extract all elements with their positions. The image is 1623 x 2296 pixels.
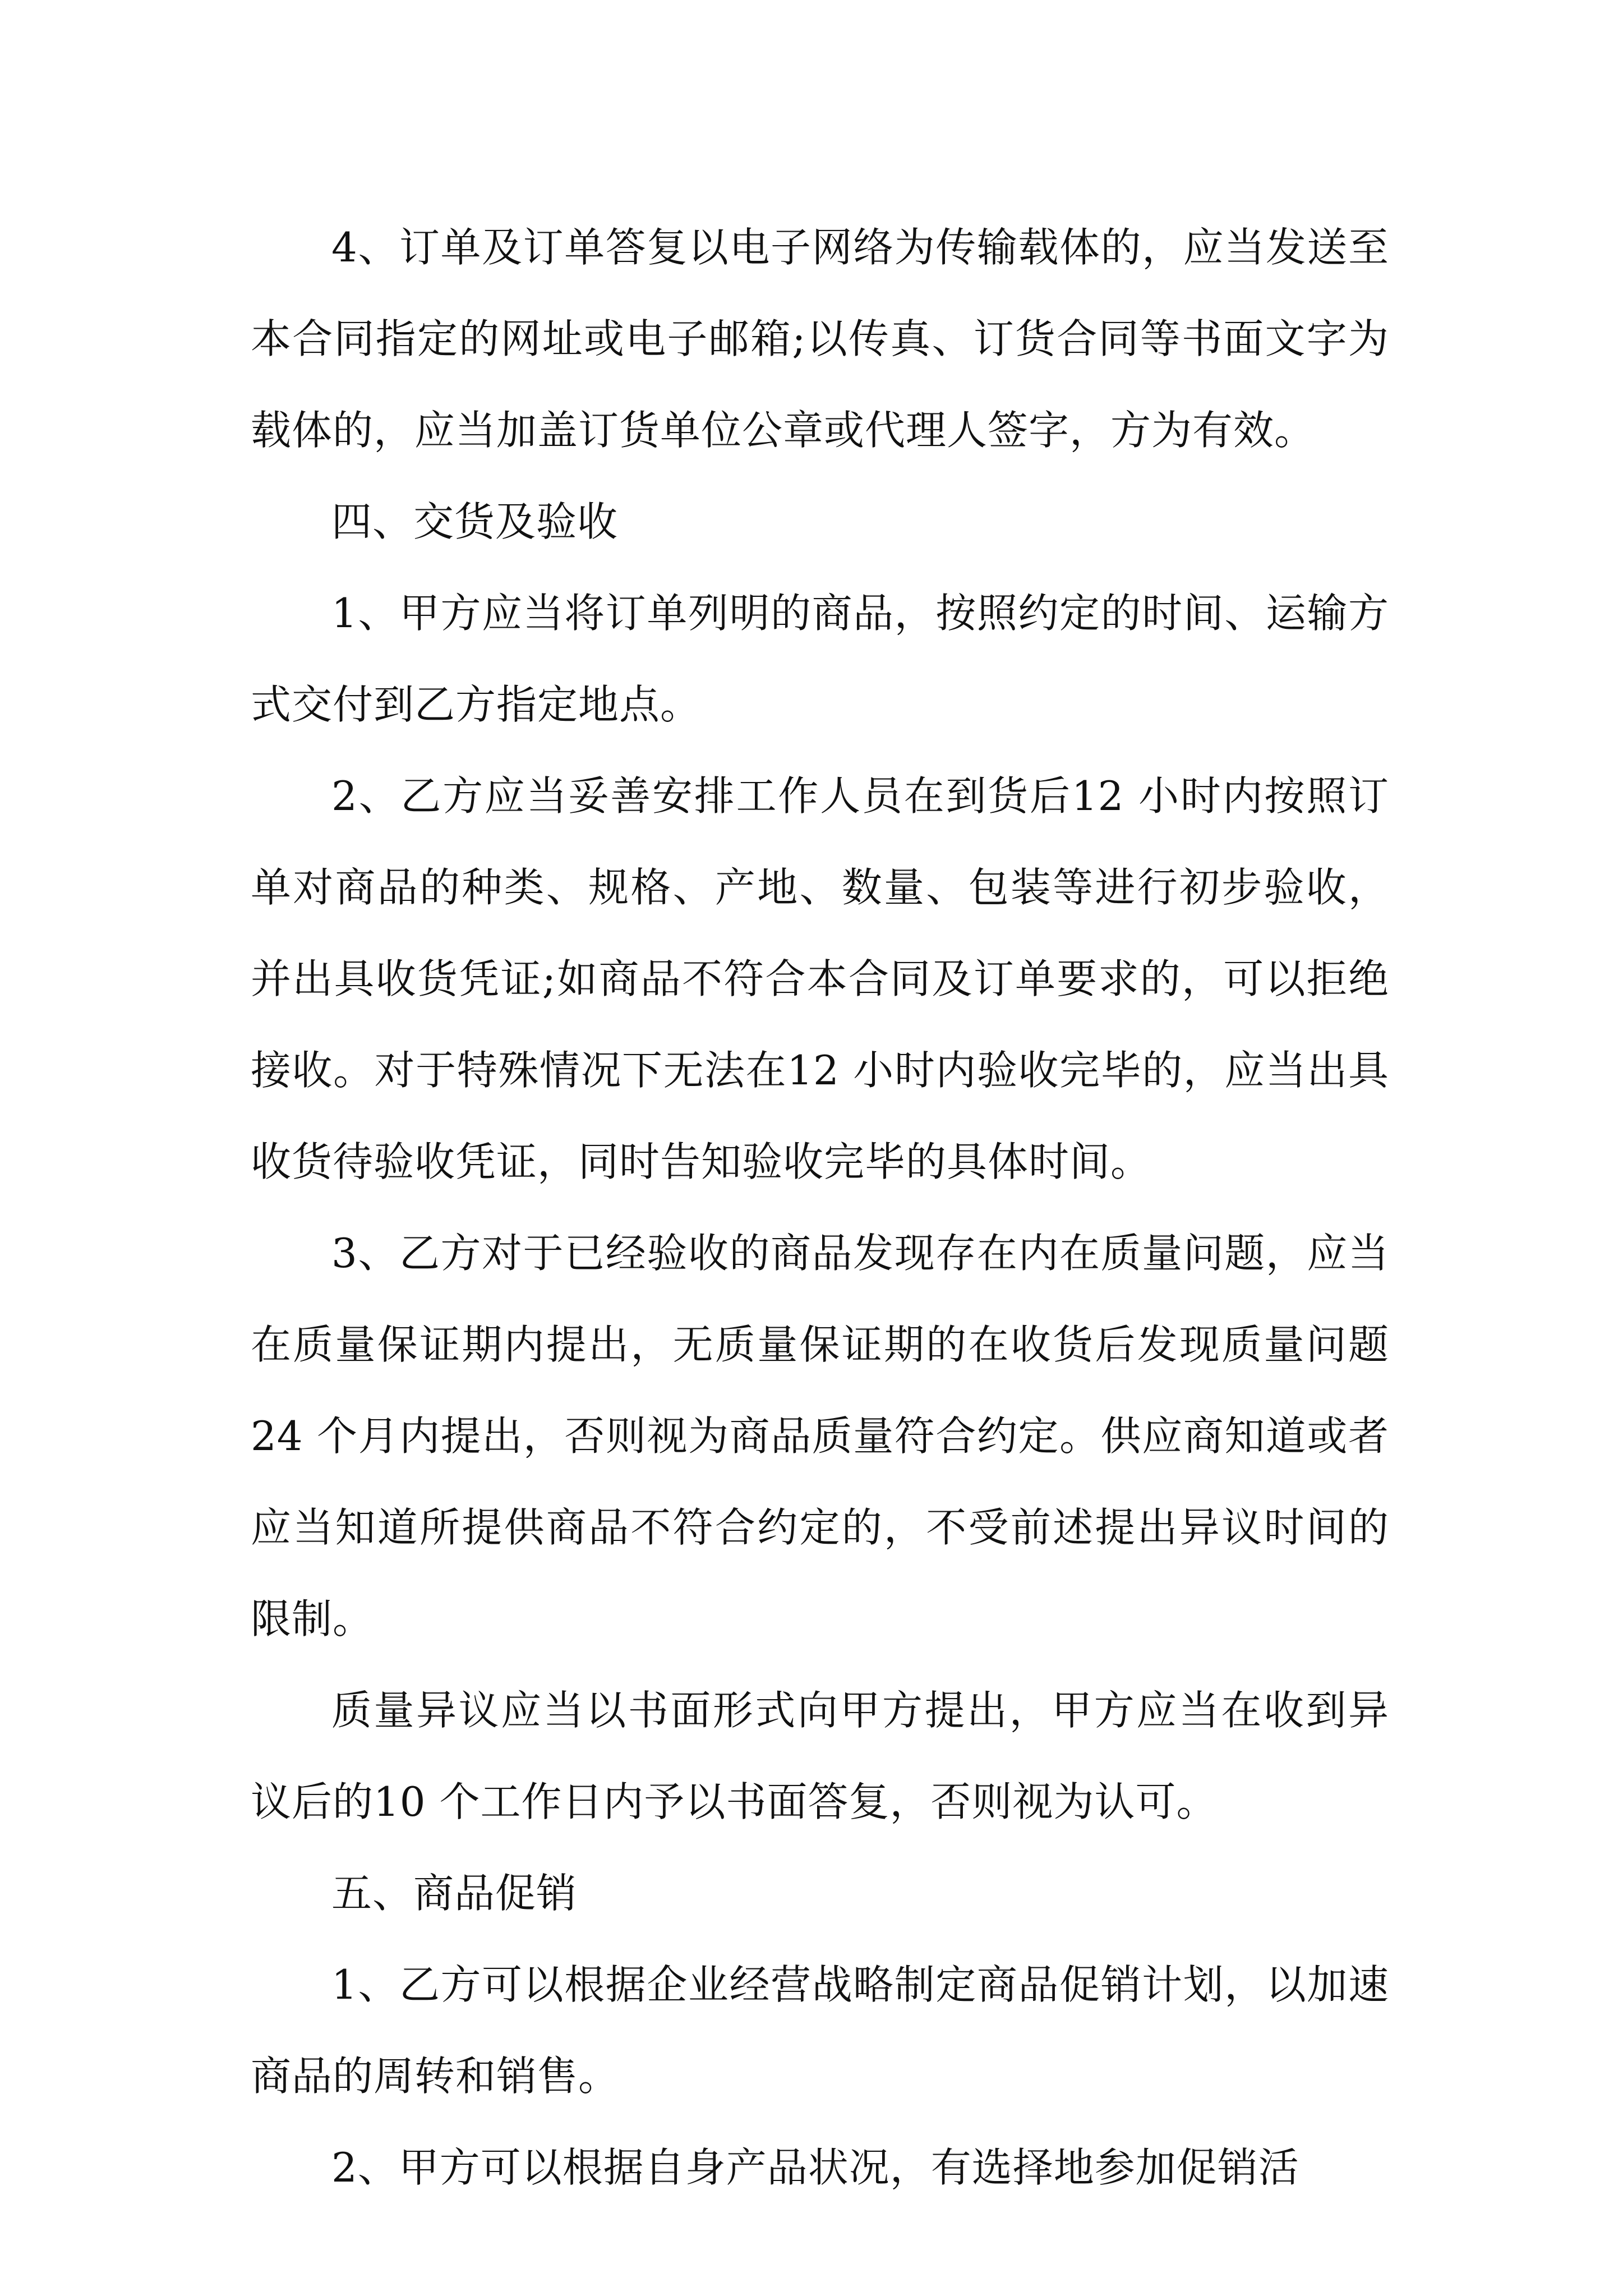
clause-quality-issue-period: 3、乙方对于已经验收的商品发现存在内在质量问题，应当在质量保证期内提出，无质量保证期的在收货后发现质量问题24 个月内提出，否则视为商品质量符合约定。供应商知道或者应当知道所提供商品不符合约定的，不受前述提出异议时间的限制。	[251, 1230, 1389, 1642]
clause-initial-inspection: 2、乙方应当妥善安排工作人员在到货后12 小时内按照订单对商品的种类、规格、产地、数量、包装等进行初步验收，并出具收货凭证;如商品不符合本合同及订单要求的，可以拒绝接收。对于特殊情况下无法在12 小时内验收完毕的，应当出具收货待验收凭证，同时告知验收完毕的具体时间。	[251, 772, 1389, 1185]
clause-promotion-plan: 1、乙方可以根据企业经营战略制定商品促销计划，以加速商品的周转和销售。	[251, 1961, 1389, 2100]
clause-quality-objection-reply: 质量异议应当以书面形式向甲方提出，甲方应当在收到异议后的10 个工作日内予以书面答复，否则视为认可。	[251, 1687, 1389, 1825]
clause-delivery-location: 1、甲方应当将订单列明的商品，按照约定的时间、运输方式交付到乙方指定地点。	[251, 590, 1389, 728]
clause-order-transmission: 4、订单及订单答复以电子网络为传输载体的，应当发送至本合同指定的网址或电子邮箱;以传真、订货合同等书面文字为载体的，应当加盖订货单位公章或代理人签字，方为有效。	[251, 224, 1389, 454]
document-body	[251, 202, 1389, 2214]
clause-promotion-participation: 2、甲方可以根据自身产品状况，有选择地参加促销活	[331, 2144, 1299, 2191]
section-heading-promotion: 五、商品促销	[331, 1870, 578, 1917]
section-heading-delivery-acceptance: 四、交货及验收	[331, 498, 619, 545]
